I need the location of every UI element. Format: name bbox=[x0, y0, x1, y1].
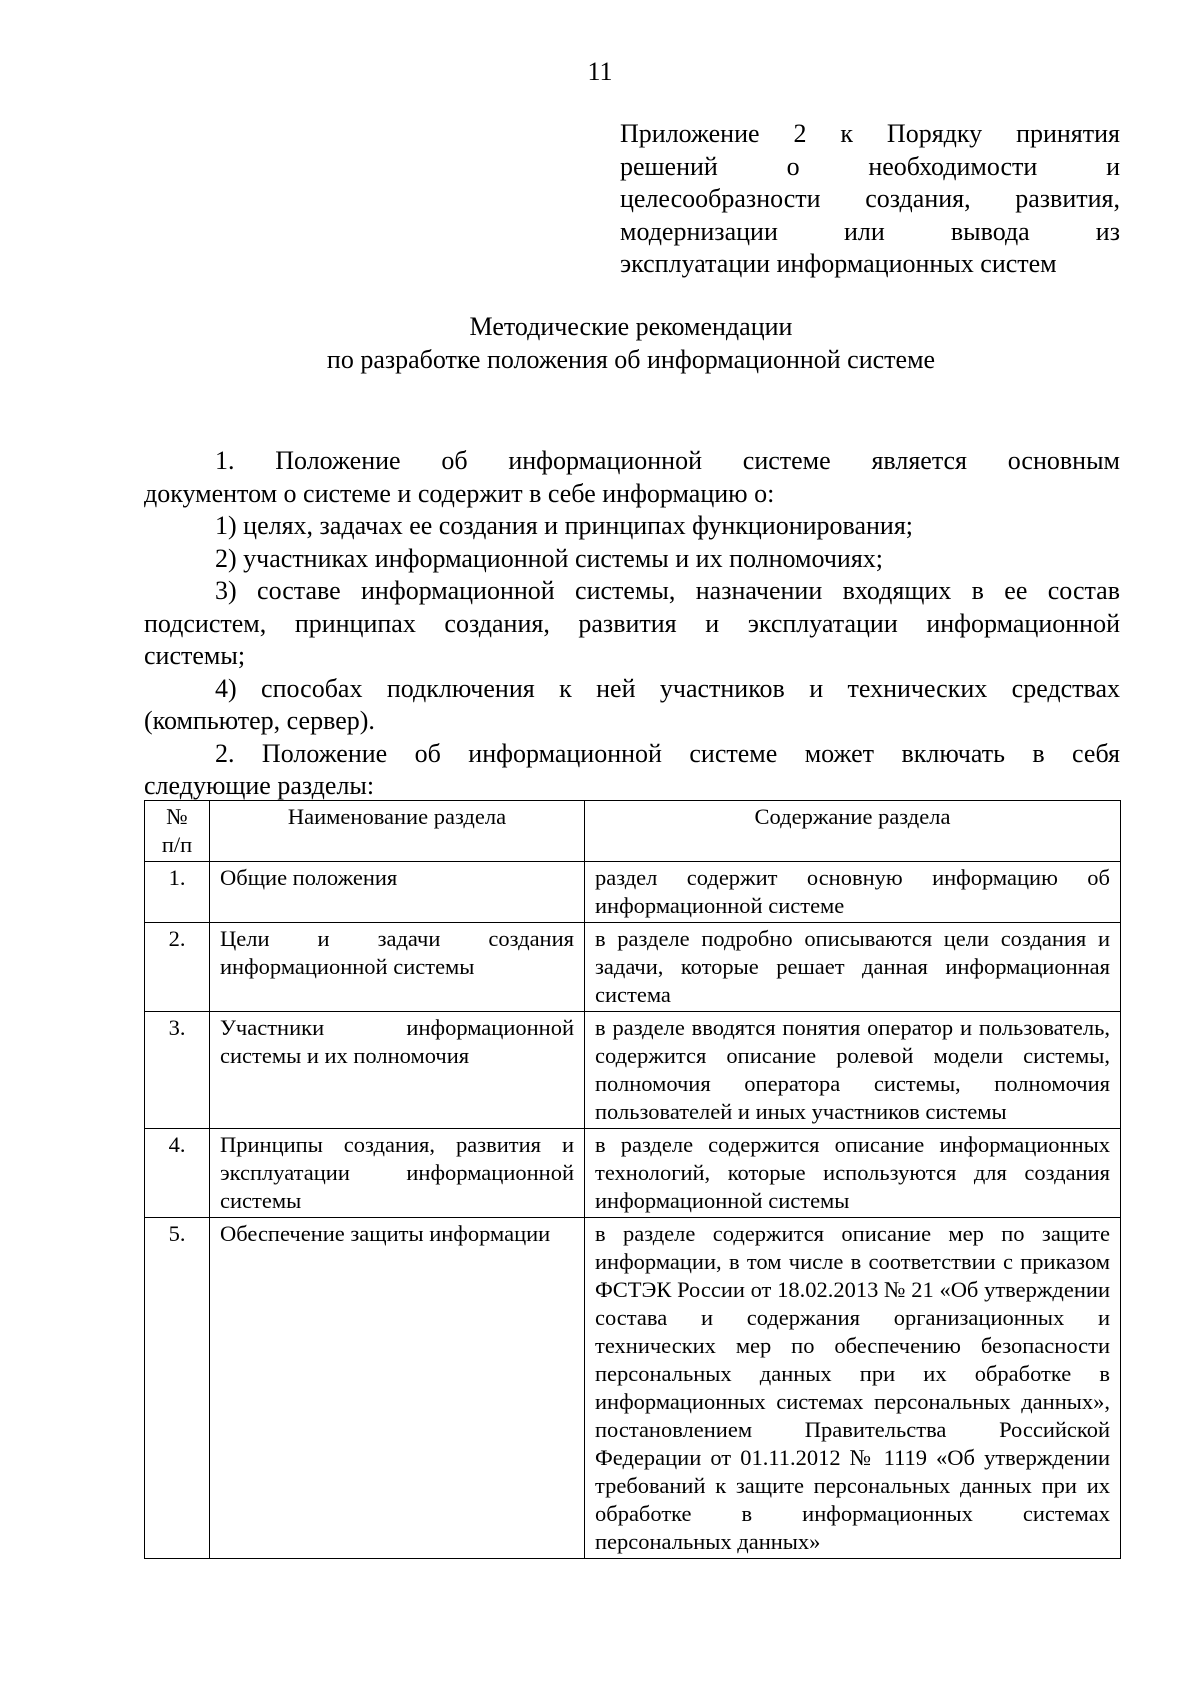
list-item-4-line: (компьютер, сервер). bbox=[144, 706, 375, 735]
row-name: Обеспечение защиты информации bbox=[210, 1218, 585, 1559]
table-row bbox=[145, 1218, 1121, 1559]
body-text bbox=[144, 445, 1120, 803]
title-line: по разработке положения об информационной системе bbox=[326, 345, 936, 374]
paragraph-2-line: следующие разделы: bbox=[144, 771, 375, 800]
paragraph-1-line: 1. Положение об информационной системе является основным bbox=[215, 446, 1120, 475]
appendix-line: целесообразности создания, развития, bbox=[620, 184, 1120, 213]
list-item-4-line: 4) способах подключения к ней участников и технических средствах bbox=[215, 673, 1120, 703]
row-content: в разделе вводятся понятия оператор и пользователь, содержится описание ролевой модели системы, полномочия оператора системы, полномочия пользователей и иных участников системы bbox=[585, 1012, 1121, 1129]
list-item-3-line: 3) составе информационной системы, назначении входящих в ее состав bbox=[215, 576, 1120, 605]
row-num: 5. bbox=[145, 1218, 210, 1559]
row-content: в разделе подробно описываются цели создания и задачи, которые решает данная информационная система bbox=[585, 923, 1121, 1012]
list-item-1: 1) целях, задачах ее создания и принципах функционирования; bbox=[215, 511, 914, 540]
list-item-3-line: подсистем, принципах создания, развития и эксплуатации информационной bbox=[144, 608, 1120, 638]
list-item-3-line: системы; bbox=[144, 641, 246, 670]
table-header-row bbox=[145, 801, 1121, 862]
paragraph-2-line: 2. Положение об информационной системе может включать в себя bbox=[215, 738, 1120, 768]
sections-table bbox=[144, 800, 1121, 1559]
page-number: 11 bbox=[587, 57, 613, 86]
table-row bbox=[145, 923, 1121, 1012]
appendix-line: модернизации или вывода из bbox=[620, 216, 1120, 246]
row-name: Общие положения bbox=[210, 862, 585, 923]
row-name: Участники информационной системы и их полномочия bbox=[210, 1012, 585, 1129]
header-content: Содержание раздела bbox=[585, 801, 1121, 862]
document-title bbox=[0, 310, 1200, 376]
header-num: № п/п bbox=[145, 801, 210, 862]
header-name: Наименование раздела bbox=[210, 801, 585, 862]
row-num: 3. bbox=[145, 1012, 210, 1129]
row-content: в разделе содержится описание информационных технологий, которые используются для создания информационной системы bbox=[585, 1129, 1121, 1218]
appendix-line: Приложение 2 к Порядку принятия bbox=[620, 119, 1120, 148]
row-name: Принципы создания, развития и эксплуатации информационной системы bbox=[210, 1129, 585, 1218]
appendix-header bbox=[620, 118, 1120, 281]
table-row bbox=[145, 1129, 1121, 1218]
row-num: 4. bbox=[145, 1129, 210, 1218]
table-row bbox=[145, 1012, 1121, 1129]
row-num: 1. bbox=[145, 862, 210, 923]
title-line: Методические рекомендации bbox=[469, 312, 793, 341]
row-name: Цели и задачи создания информационной системы bbox=[210, 923, 585, 1012]
row-num: 2. bbox=[145, 923, 210, 1012]
appendix-line: решений о необходимости и bbox=[620, 151, 1120, 181]
row-content: раздел содержит основную информацию об информационной системе bbox=[585, 862, 1121, 923]
table-row bbox=[145, 862, 1121, 923]
paragraph-1-line: документом о системе и содержит в себе информацию о: bbox=[144, 478, 775, 508]
row-content: в разделе содержится описание мер по защите информации, в том числе в соответствии с приказом ФСТЭК России от 18.02.2013 № 21 «Об утверждении состава и содержания организационных и технических мер по обеспечению безопасности персональных данных при их обработке в информационных системах персональных данных», постановлением Правительства Российской Федерации от 01.11.2012 № 1119 «Об утверждении требований к защите персональных данных при их обработке в информационных системах персональных данных» bbox=[585, 1218, 1121, 1559]
appendix-line: эксплуатации информационных систем bbox=[620, 249, 1057, 278]
list-item-2: 2) участниках информационной системы и их полномочиях; bbox=[215, 543, 884, 573]
